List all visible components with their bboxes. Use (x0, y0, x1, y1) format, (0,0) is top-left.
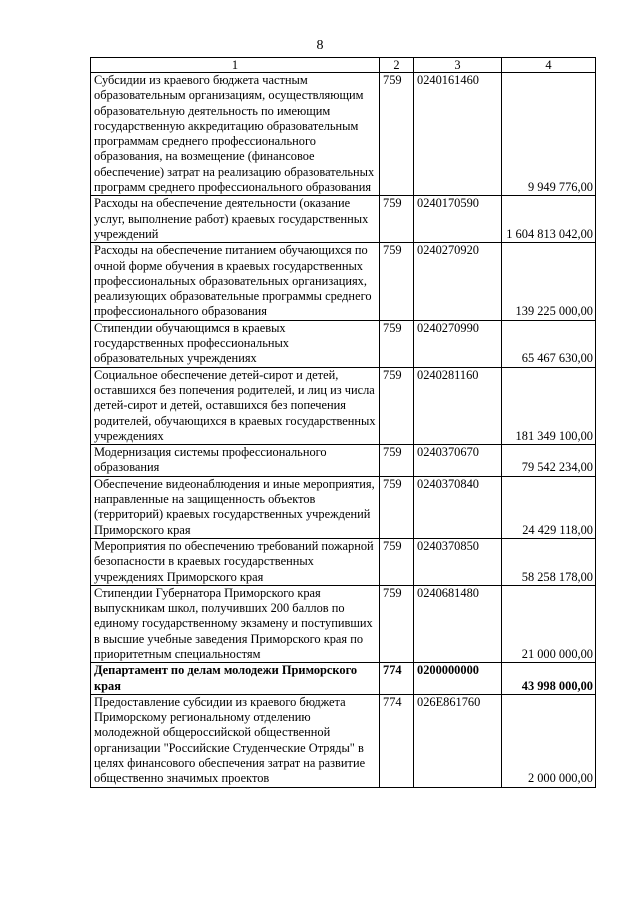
amount-cell: 1 604 813 042,00 (502, 196, 596, 243)
target-article-cell: 0200000000 (414, 663, 502, 695)
expense-name-cell: Расходы на обеспечение питанием обучающихся по очной форме обучения в краевых государственных профессиональных образовательных организациях, реализующих образовательные программы среднего профессионального образования (91, 243, 380, 320)
column-header: 1 (91, 58, 380, 73)
ministry-code-cell: 774 (380, 663, 414, 695)
table-row (91, 476, 596, 538)
expense-name-cell: Мероприятия по обеспечению требований пожарной безопасности в краевых государственных учреждениях Приморского края (91, 538, 380, 585)
target-article-cell: 026E861760 (414, 694, 502, 787)
expense-name-cell: Департамент по делам молодежи Приморского края (91, 663, 380, 695)
table-row (91, 663, 596, 695)
amount-cell: 65 467 630,00 (502, 320, 596, 367)
ministry-code-cell: 759 (380, 243, 414, 320)
amount-cell: 2 000 000,00 (502, 694, 596, 787)
ministry-code-cell: 759 (380, 73, 414, 196)
amount-cell: 43 998 000,00 (502, 663, 596, 695)
ministry-code-cell: 759 (380, 445, 414, 477)
target-article-cell: 0240270990 (414, 320, 502, 367)
table-row (91, 367, 596, 444)
expense-name-cell: Субсидии из краевого бюджета частным образовательным организациям, осуществляющим образовательную деятельность по имеющим государственную аккредитацию образовательным программам среднего профессионального образования, на возмещение (финансовое обеспечение) затрат на реализацию образовательных программ среднего профессионального образования (91, 73, 380, 196)
ministry-code-cell: 759 (380, 196, 414, 243)
expense-name-cell: Стипендии Губернатора Приморского края выпускникам школ, получивших 200 баллов по единому государственному экзамену и поступивших в высшие учебные заведения Приморского края по приоритетным специальностям (91, 585, 380, 662)
ministry-code-cell: 774 (380, 694, 414, 787)
expense-name-cell: Модернизация системы профессионального образования (91, 445, 380, 477)
amount-cell: 139 225 000,00 (502, 243, 596, 320)
target-article-cell: 0240370840 (414, 476, 502, 538)
table-row (91, 243, 596, 320)
column-header: 4 (502, 58, 596, 73)
expense-name-cell: Стипендии обучающимся в краевых государственных профессиональных образовательных учреждениях (91, 320, 380, 367)
ministry-code-cell: 759 (380, 585, 414, 662)
page-number: 8 (316, 38, 324, 53)
table-row (91, 196, 596, 243)
table-row (91, 73, 596, 196)
ministry-code-cell: 759 (380, 476, 414, 538)
expense-name-cell: Социальное обеспечение детей-сирот и детей, оставшихся без попечения родителей, и лиц из числа детей-сирот и детей, оставшихся без попечения родителей, обучающихся в краевых государственных учреждениях (91, 367, 380, 444)
ministry-code-cell: 759 (380, 538, 414, 585)
target-article-cell: 0240281160 (414, 367, 502, 444)
amount-cell: 58 258 178,00 (502, 538, 596, 585)
table-row (91, 694, 596, 787)
column-header: 2 (380, 58, 414, 73)
amount-cell: 24 429 118,00 (502, 476, 596, 538)
target-article-cell: 0240681480 (414, 585, 502, 662)
target-article-cell: 0240370850 (414, 538, 502, 585)
amount-cell: 21 000 000,00 (502, 585, 596, 662)
table-header-row (91, 58, 596, 73)
amount-cell: 181 349 100,00 (502, 367, 596, 444)
table-row (91, 445, 596, 477)
table-row (91, 320, 596, 367)
ministry-code-cell: 759 (380, 367, 414, 444)
target-article-cell: 0240370670 (414, 445, 502, 477)
column-header: 3 (414, 58, 502, 73)
expense-name-cell: Обеспечение видеонаблюдения и иные мероприятия, направленные на защищенность объектов (территорий) краевых государственных учреждений Приморского края (91, 476, 380, 538)
amount-cell: 79 542 234,00 (502, 445, 596, 477)
target-article-cell: 0240270920 (414, 243, 502, 320)
expense-name-cell: Расходы на обеспечение деятельности (оказание услуг, выполнение работ) краевых государственных учреждений (91, 196, 380, 243)
ministry-code-cell: 759 (380, 320, 414, 367)
table-row (91, 538, 596, 585)
target-article-cell: 0240161460 (414, 73, 502, 196)
table-row (91, 585, 596, 662)
expense-name-cell: Предоставление субсидии из краевого бюджета Приморскому региональному отделению молодежной общероссийской общественной организации "Российские Студенческие Отряды" в целях финансового обеспечения затрат на развитие общественно значимых проектов (91, 694, 380, 787)
target-article-cell: 0240170590 (414, 196, 502, 243)
budget-table (90, 57, 596, 788)
amount-cell: 9 949 776,00 (502, 73, 596, 196)
